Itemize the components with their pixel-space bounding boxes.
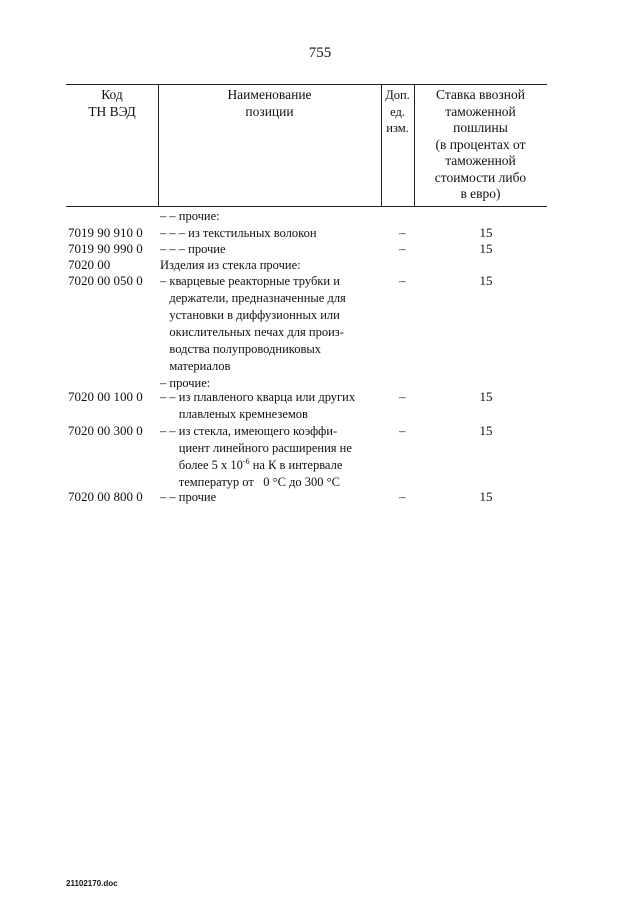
row-name: – – – прочие	[160, 242, 226, 256]
header-code: Код ТН ВЭД	[88, 87, 136, 119]
row-name: температур от 0 °С до 300 °С	[160, 475, 341, 489]
row-name: держатели, предназначенные для	[160, 291, 346, 305]
row-unit: –	[399, 225, 406, 240]
table-top-rule	[66, 84, 547, 85]
row-rate: 15	[479, 423, 493, 438]
row-code: 7019 90 910 0	[68, 225, 143, 240]
page-number: 755	[308, 45, 332, 61]
row-name: – – из стекла, имеющего коэффи-	[160, 424, 338, 438]
row-name: – – прочие:	[160, 209, 220, 223]
expansion-coefficient-text: более 5 x 10	[160, 458, 243, 472]
row-name: плавленых кремнеземов	[160, 407, 308, 421]
row-name: – – прочие	[160, 490, 217, 504]
header-unit: Доп. ед. изм.	[385, 88, 410, 135]
row-unit: –	[399, 423, 406, 438]
exponent: -6	[242, 457, 250, 466]
row-name: материалов	[160, 359, 231, 373]
row-code: 7020 00 300 0	[68, 423, 143, 438]
row-name: – прочие:	[160, 376, 211, 390]
row-code: 7020 00 050 0	[68, 273, 143, 288]
row-name: Изделия из стекла прочие:	[160, 258, 301, 272]
row-unit: –	[399, 241, 406, 256]
row-name: – кварцевые реакторные трубки и	[160, 274, 340, 288]
row-name: водства полупроводниковых	[160, 342, 321, 356]
tariff-table	[66, 84, 547, 508]
row-unit: –	[399, 273, 406, 288]
row-rate: 15	[479, 489, 493, 504]
row-code: 7019 90 990 0	[68, 241, 143, 256]
header-name: Наименование позиции	[227, 87, 312, 119]
row-name: – – из плавленого кварца или других	[160, 390, 356, 404]
row-name: окислительных печах для произ-	[160, 325, 344, 339]
row-name: установки в диффузионных или	[160, 308, 340, 322]
footer-filename: 21102170.doc	[66, 879, 118, 888]
row-code: 7020 00 100 0	[68, 389, 143, 404]
row-code: 7020 00 800 0	[68, 489, 143, 504]
unit-interval-text: на К в интервале	[249, 458, 343, 472]
row-rate: 15	[479, 273, 493, 288]
header-rate: Ставка ввозной таможенной пошлины (в процентах от таможенной стоимости либо в евро)	[434, 87, 527, 201]
row-unit: –	[399, 389, 406, 404]
row-unit: –	[399, 489, 406, 504]
row-name: циент линейного расширения не	[160, 441, 352, 455]
row-code: 7020 00	[68, 257, 111, 272]
row-rate: 15	[479, 225, 493, 240]
row-rate: 15	[479, 389, 493, 404]
header-bottom-rule	[66, 206, 547, 207]
row-rate: 15	[479, 241, 493, 256]
row-name-with-exponent	[160, 457, 342, 474]
row-name: – – – из текстильных волокон	[160, 226, 317, 240]
